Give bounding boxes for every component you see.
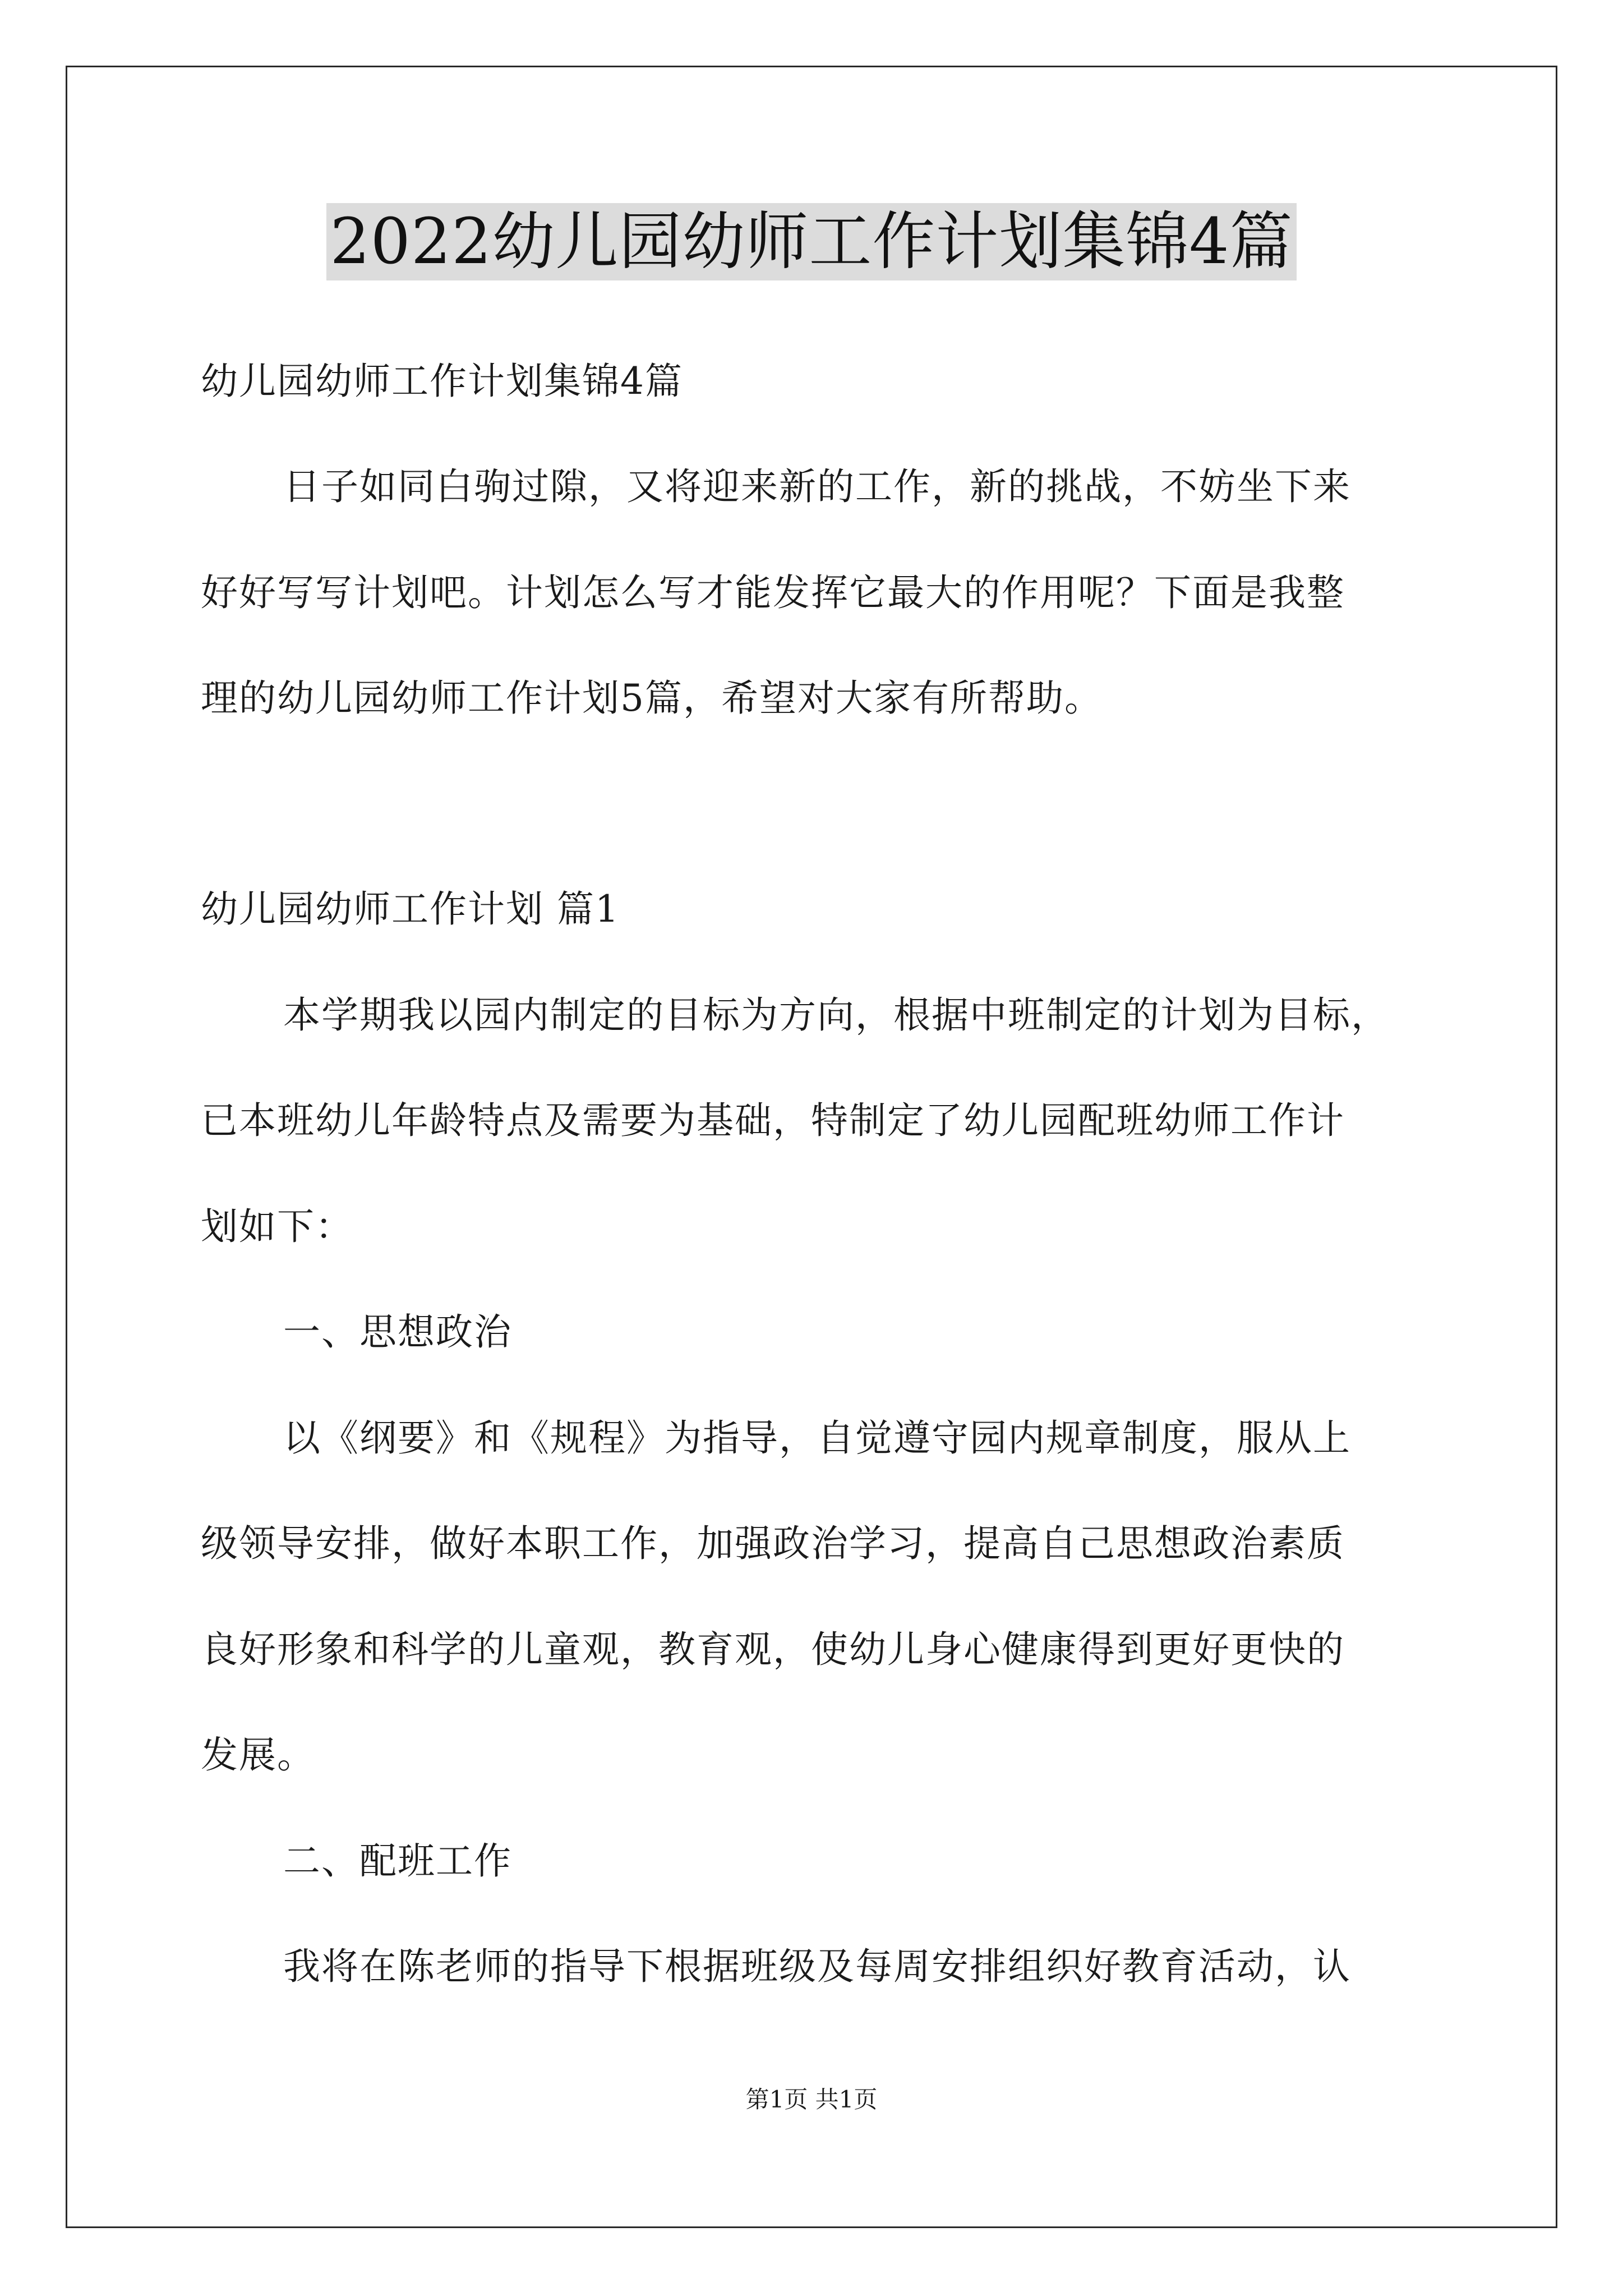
- intro-line-1: 日子如同白驹过隙，又将迎来新的工作，新的挑战，不妨坐下来: [283, 465, 1351, 508]
- section-heading: 幼儿园幼师工作计划 篇1: [201, 887, 620, 931]
- document-title: 2022幼儿园幼师工作计划集锦4篇: [326, 203, 1296, 280]
- page-footer: 第1页 共1页: [745, 2086, 878, 2113]
- intro-line-3: 理的幼儿园幼师工作计划5篇，希望对大家有所帮助。: [201, 677, 1103, 720]
- politics-line-4: 发展。: [201, 1733, 315, 1777]
- intro-line-2: 好好写写计划吧。计划怎么写才能发挥它最大的作用呢？下面是我整: [201, 571, 1345, 614]
- class-work-line-1: 我将在陈老师的指导下根据班级及每周安排组织好教育活动，认: [283, 1945, 1351, 1988]
- subheading-class-work: 二、配班工作: [283, 1839, 512, 1883]
- section1-line-1: 本学期我以园内制定的目标为方向，根据中班制定的计划为目标，: [283, 993, 1389, 1037]
- title-container: [0, 203, 1623, 280]
- subheading-politics: 一、思想政治: [283, 1310, 512, 1354]
- politics-line-3: 良好形象和科学的儿童观，教育观，使幼儿身心健康得到更好更快的: [201, 1628, 1345, 1671]
- document-subtitle: 幼儿园幼师工作计划集锦4篇: [201, 360, 683, 403]
- section1-line-3: 划如下：: [201, 1205, 353, 1248]
- politics-line-1: 以《纲要》和《规程》为指导，自觉遵守园内规章制度，服从上: [283, 1416, 1351, 1460]
- politics-line-2: 级领导安排，做好本职工作，加强政治学习，提高自己思想政治素质: [201, 1522, 1345, 1565]
- section1-line-2: 已本班幼儿年龄特点及需要为基础，特制定了幼儿园配班幼师工作计: [201, 1099, 1345, 1142]
